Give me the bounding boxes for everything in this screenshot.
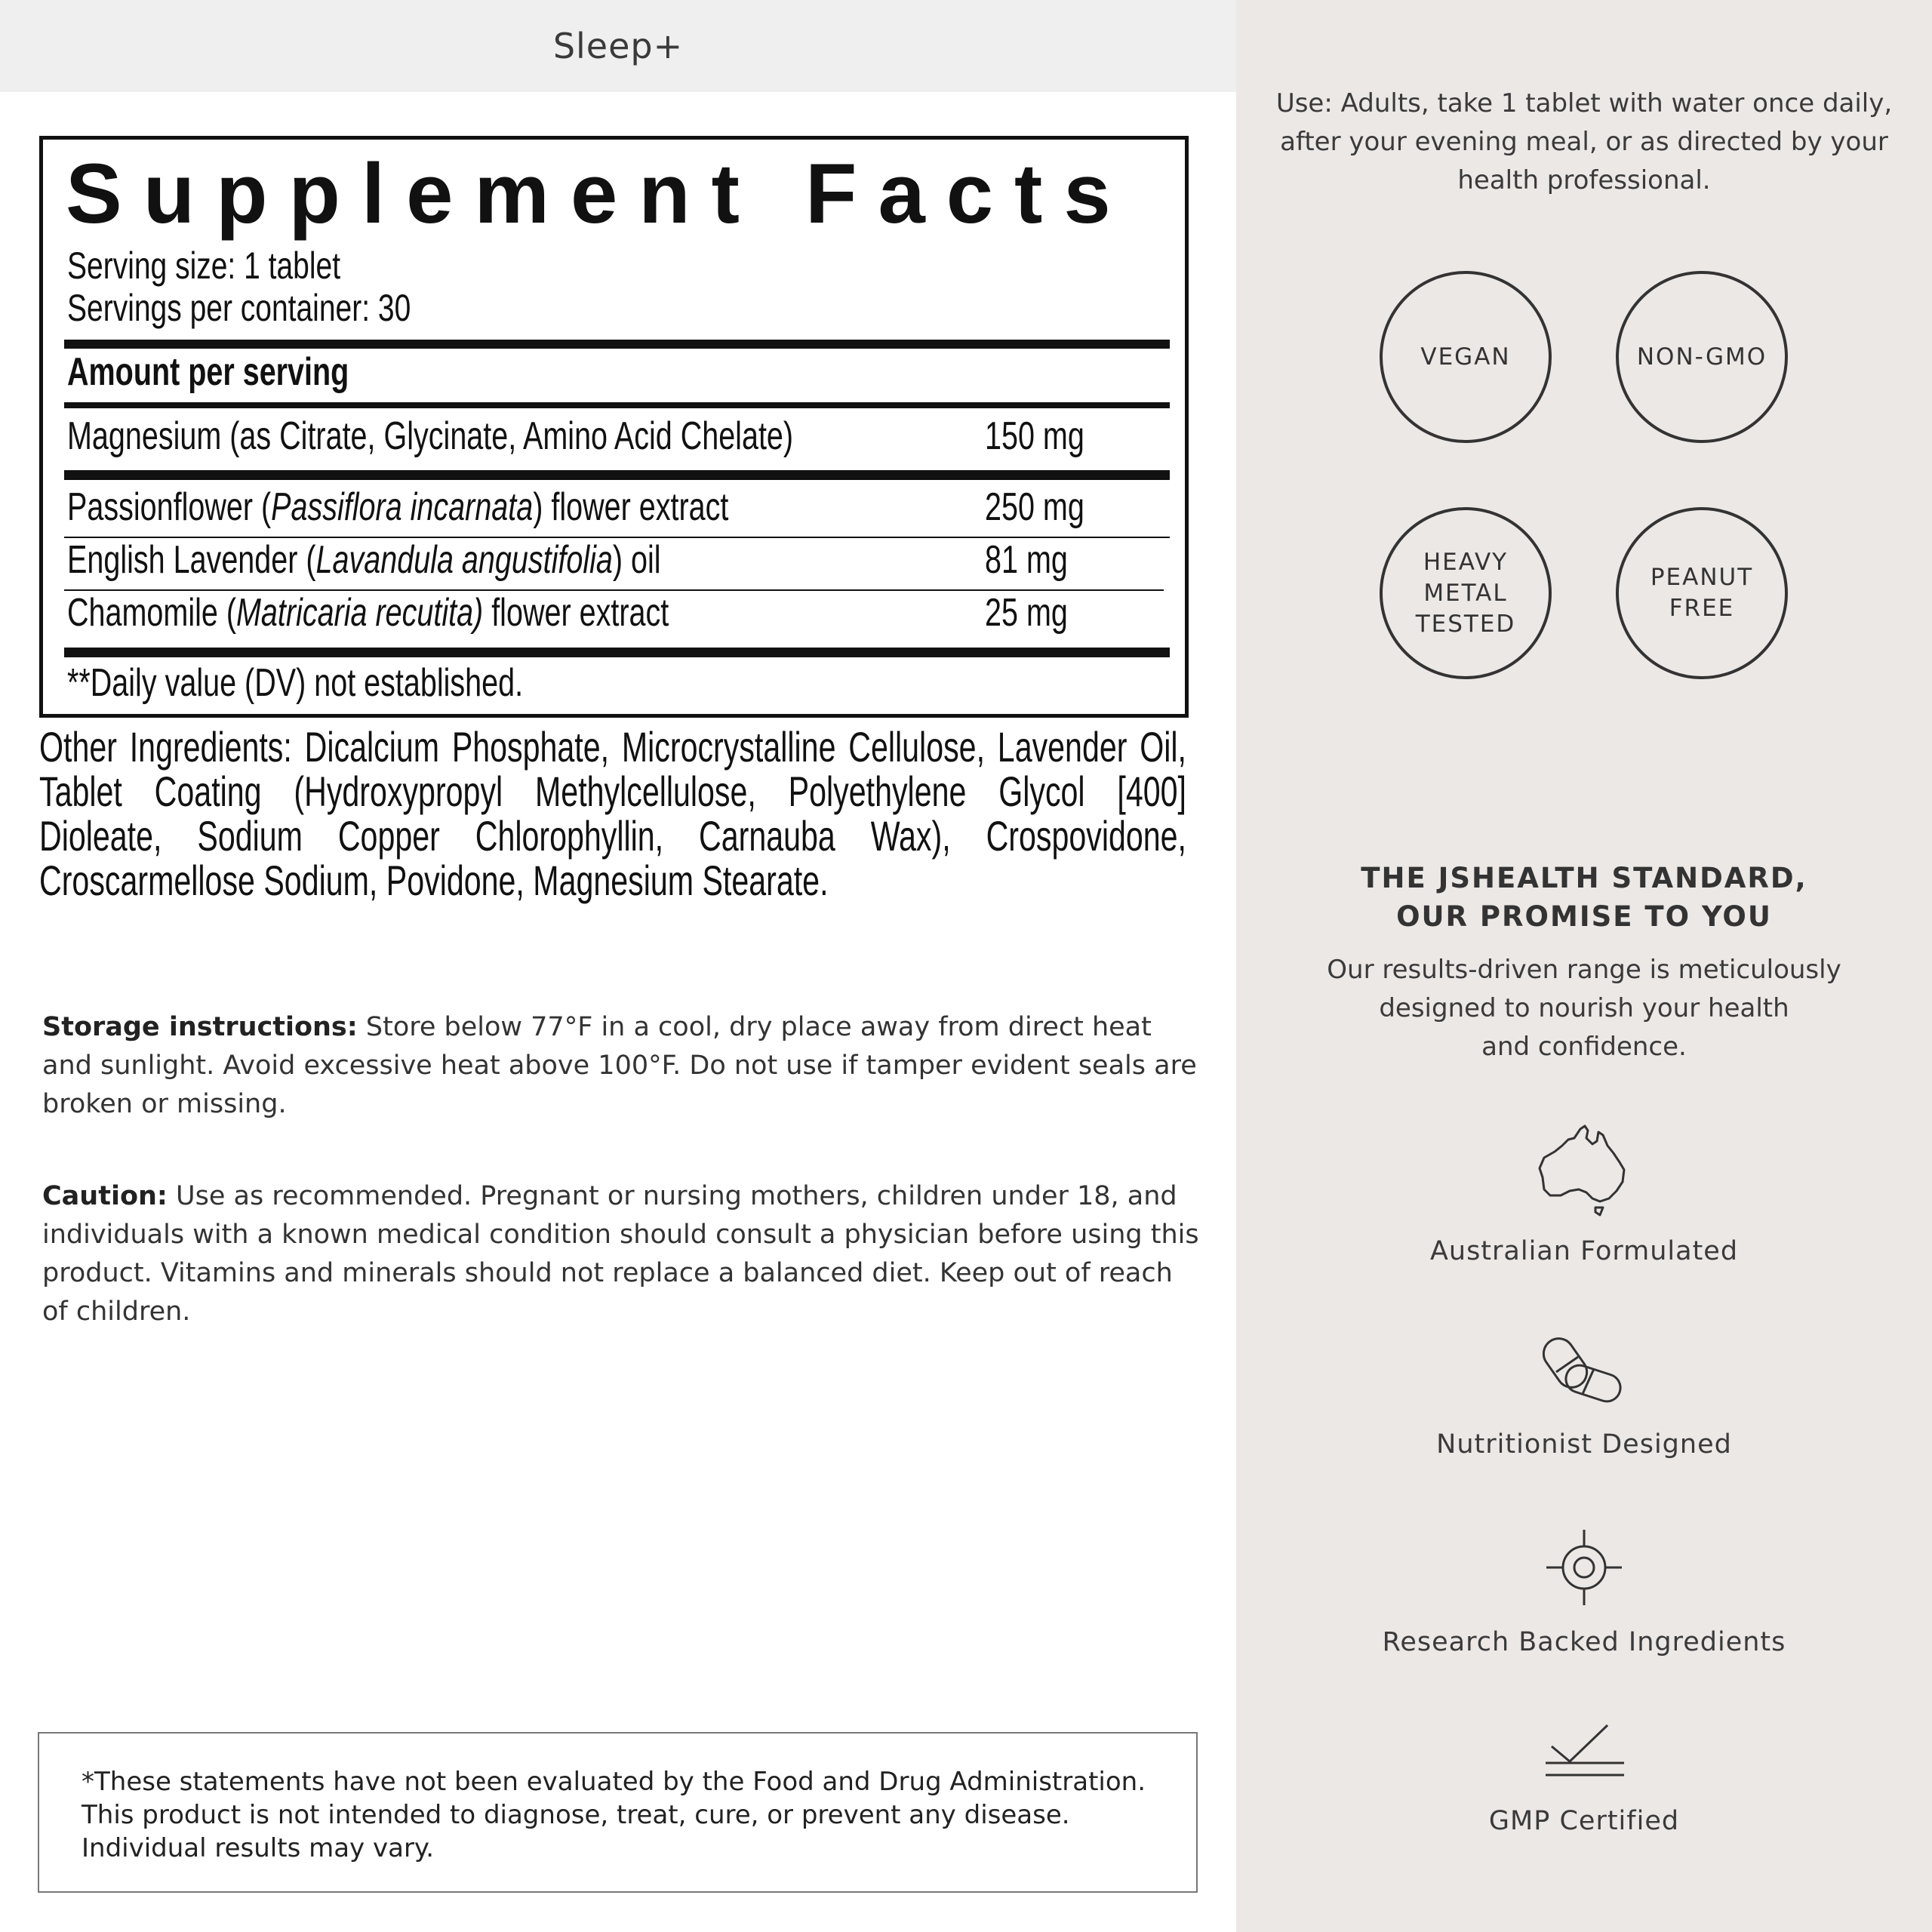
standard-body: Our results-driven range is meticulously designed to nourish your health and confidence. (1327, 955, 1841, 1062)
right-panel (1236, 0, 1932, 1932)
crosshair-icon (1509, 1518, 1660, 1617)
divider-medium (64, 402, 1170, 408)
australia-map-icon (1509, 1121, 1660, 1219)
other-ingredients-line: Croscarmellose Sodium, Povidone, Magnesium Stearate. (39, 857, 829, 904)
ingredient-amount: 81 mg (985, 538, 1068, 582)
fda-disclaimer: *These statements have not been evaluated by the Food and Drug Administration. This product is not intended to diagnose, treat, cure, or prevent any disease. Individual results may vary. (38, 1732, 1198, 1893)
caution-text (42, 1177, 1204, 1331)
caution-body: Use as recommended. Pregnant or nursing mothers, children under 18, and individuals with a known medical condition should consult a physician before using this product. Vitamins and minerals should not replace a balanced diet. Keep out of reach of children. (42, 1181, 1199, 1327)
other-ingredients (39, 724, 1186, 903)
capsule-icon (1509, 1319, 1660, 1417)
serving-size: Serving size: 1 tablet (67, 245, 341, 287)
storage-instructions (42, 1008, 1204, 1124)
non-gmo-badge: NON-GMO (1616, 271, 1788, 443)
ingredient-amount: 25 mg (985, 591, 1068, 635)
feature-label: Research Backed Ingredients (1382, 1627, 1786, 1657)
amount-per-serving-header: Amount per serving (67, 350, 349, 394)
product-title: Sleep+ (552, 26, 684, 66)
ingredient-name: Passionflower (Passiflora incarnata) flower extract (67, 485, 729, 529)
supplement-facts-panel (39, 136, 1189, 718)
ingredient-name: Chamomile (Matricaria recutita) flower extract (67, 591, 669, 635)
divider-thick (64, 340, 1170, 349)
other-ingredients-line: Dioleate, Sodium Copper Chlorophyllin, Carnauba Wax), Crospovidone, (39, 812, 1186, 860)
divider-thick (64, 648, 1170, 657)
peanut-free-badge: PEANUT FREE (1616, 507, 1788, 679)
other-ingredients-line: Other Ingredients: Dicalcium Phosphate, Microcrystalline Cellulose, Lavender Oil, (39, 723, 1186, 771)
feature-label: Nutritionist Designed (1436, 1429, 1732, 1460)
supplement-facts-heading: Supplement Facts (66, 146, 1132, 241)
checkmark-icon (1509, 1701, 1660, 1799)
dv-footnote: **Daily value (DV) not established. (67, 661, 524, 705)
ingredient-name: Magnesium (as Citrate, Glycinate, Amino Acid Chelate) (67, 414, 794, 458)
other-ingredients-line: Tablet Coating (Hydroxypropyl Methylcellulose, Polyethylene Glycol [400] (39, 768, 1186, 815)
caution-label: Caution: (42, 1181, 168, 1211)
standard-title: THE JSHEALTH STANDARD, OUR PROMISE TO YOU (1361, 862, 1807, 933)
title-bar (0, 0, 1236, 92)
heavy-metal-tested-badge: HEAVY METAL TESTED (1380, 507, 1552, 679)
ingredient-name: English Lavender (Lavandula angustifolia) oil (67, 538, 661, 582)
ingredient-amount: 250 mg (985, 485, 1084, 529)
storage-label: Storage instructions: (42, 1012, 358, 1042)
feature-label: GMP Certified (1488, 1806, 1680, 1836)
vegan-badge: VEGAN (1380, 271, 1552, 443)
divider-thick (64, 470, 1170, 480)
feature-label: Australian Formulated (1429, 1236, 1739, 1266)
servings-per-container: Servings per container: 30 (67, 287, 411, 329)
ingredient-amount: 150 mg (985, 414, 1084, 458)
usage-instructions: Use: Adults, take 1 tablet with water once daily, after your evening meal, or as directed by your health professional. (1275, 88, 1893, 195)
storage-text: Store below 77°F in a cool, dry place away from direct heat and sunlight. Avoid excessive heat above 100°F. Do not use if tamper evident seals are broken or missing. (42, 1012, 1197, 1119)
